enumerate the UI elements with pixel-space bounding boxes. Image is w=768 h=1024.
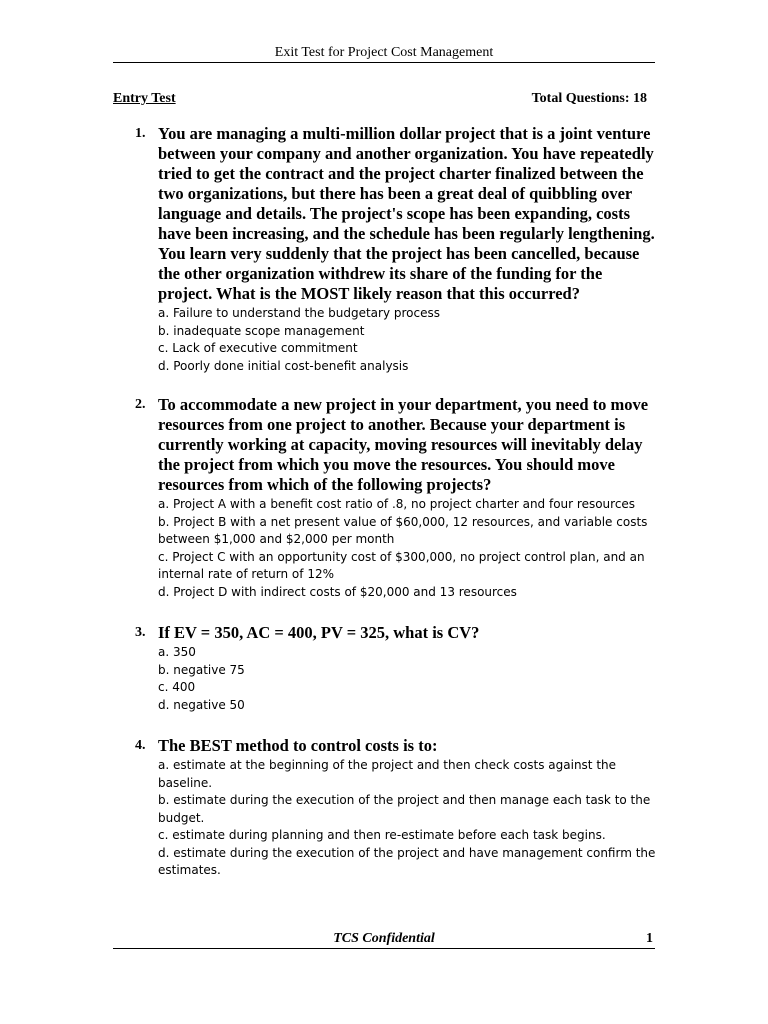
total-questions-label: Total Questions: 18 bbox=[531, 91, 647, 106]
question-text: If EV = 350, AC = 400, PV = 325, what is CV? bbox=[158, 623, 480, 642]
answer-option: a. estimate at the beginning of the project and then check costs against the baseline. bbox=[158, 758, 617, 790]
answer-option: b. inadequate scope management bbox=[158, 323, 365, 338]
answer-option: c. Project C with an opportunity cost of $300,000, no project control plan, and an internal rate of return of 12% bbox=[158, 549, 645, 581]
test-type-label: Entry Test bbox=[113, 91, 176, 106]
question-4 bbox=[113, 736, 658, 880]
answer-option: a. Failure to understand the budgetary process bbox=[158, 306, 440, 320]
answer-option: a. 350 bbox=[158, 645, 196, 659]
question-3 bbox=[113, 623, 658, 714]
answer-option: b. estimate during the execution of the project and then manage each task to the budget. bbox=[158, 793, 651, 825]
question-text: You are managing a multi-million dollar project that is a joint venture between your company and another organization. You have repeatedly tried to get the contract and the project charter finalized between the two organizations, but there has been a great deal of quibbling over language and details. The project's scope has been expanding, costs have been increasing, and the schedule has been regularly lengthening. You learn very suddenly that the project has been cancelled, because the other organization withdrew its share of the funding for the project. What is the MOST likely reason that this occurred? bbox=[158, 124, 655, 303]
answer-option: d. Poorly done initial cost-benefit analysis bbox=[158, 358, 409, 373]
page-footer bbox=[113, 931, 655, 949]
answer-option: d. negative 50 bbox=[158, 697, 245, 712]
answer-option: b. negative 75 bbox=[158, 662, 245, 677]
question-number: 1. bbox=[135, 126, 146, 141]
question-text: The BEST method to control costs is to: bbox=[158, 736, 438, 755]
answer-option: d. Project D with indirect costs of $20,000 and 13 resources bbox=[158, 584, 517, 599]
answer-options bbox=[158, 496, 658, 601]
answer-option: c. 400 bbox=[158, 680, 196, 694]
question-number: 4. bbox=[135, 738, 146, 753]
answer-option: d. estimate during the execution of the project and have management confirm the estimates. bbox=[158, 845, 656, 877]
question-number: 2. bbox=[135, 397, 146, 412]
question-list bbox=[113, 124, 658, 880]
answer-option: b. Project B with a net present value of $60,000, 12 resources, and variable costs between $1,000 and $2,000 per month bbox=[158, 514, 648, 546]
confidential-label: TCS Confidential bbox=[333, 931, 435, 946]
answer-options bbox=[158, 644, 658, 714]
question-1 bbox=[113, 124, 658, 375]
question-2 bbox=[113, 395, 658, 601]
answer-options bbox=[158, 757, 658, 880]
question-number: 3. bbox=[135, 625, 146, 640]
answer-options bbox=[158, 305, 658, 375]
question-text: To accommodate a new project in your department, you need to move resources from one project to another. Because your department is currently working at capacity, moving resources will inevitably delay the project from which you move the resources. You should move resources from which of the following projects? bbox=[158, 395, 649, 494]
page-number: 1 bbox=[646, 931, 653, 946]
answer-option: c. Lack of executive commitment bbox=[158, 341, 358, 355]
answer-option: c. estimate during planning and then re-estimate before each task begins. bbox=[158, 828, 606, 842]
answer-option: a. Project A with a benefit cost ratio of .8, no project charter and four resources bbox=[158, 497, 636, 511]
page-header: Exit Test for Project Cost Management bbox=[113, 45, 655, 63]
